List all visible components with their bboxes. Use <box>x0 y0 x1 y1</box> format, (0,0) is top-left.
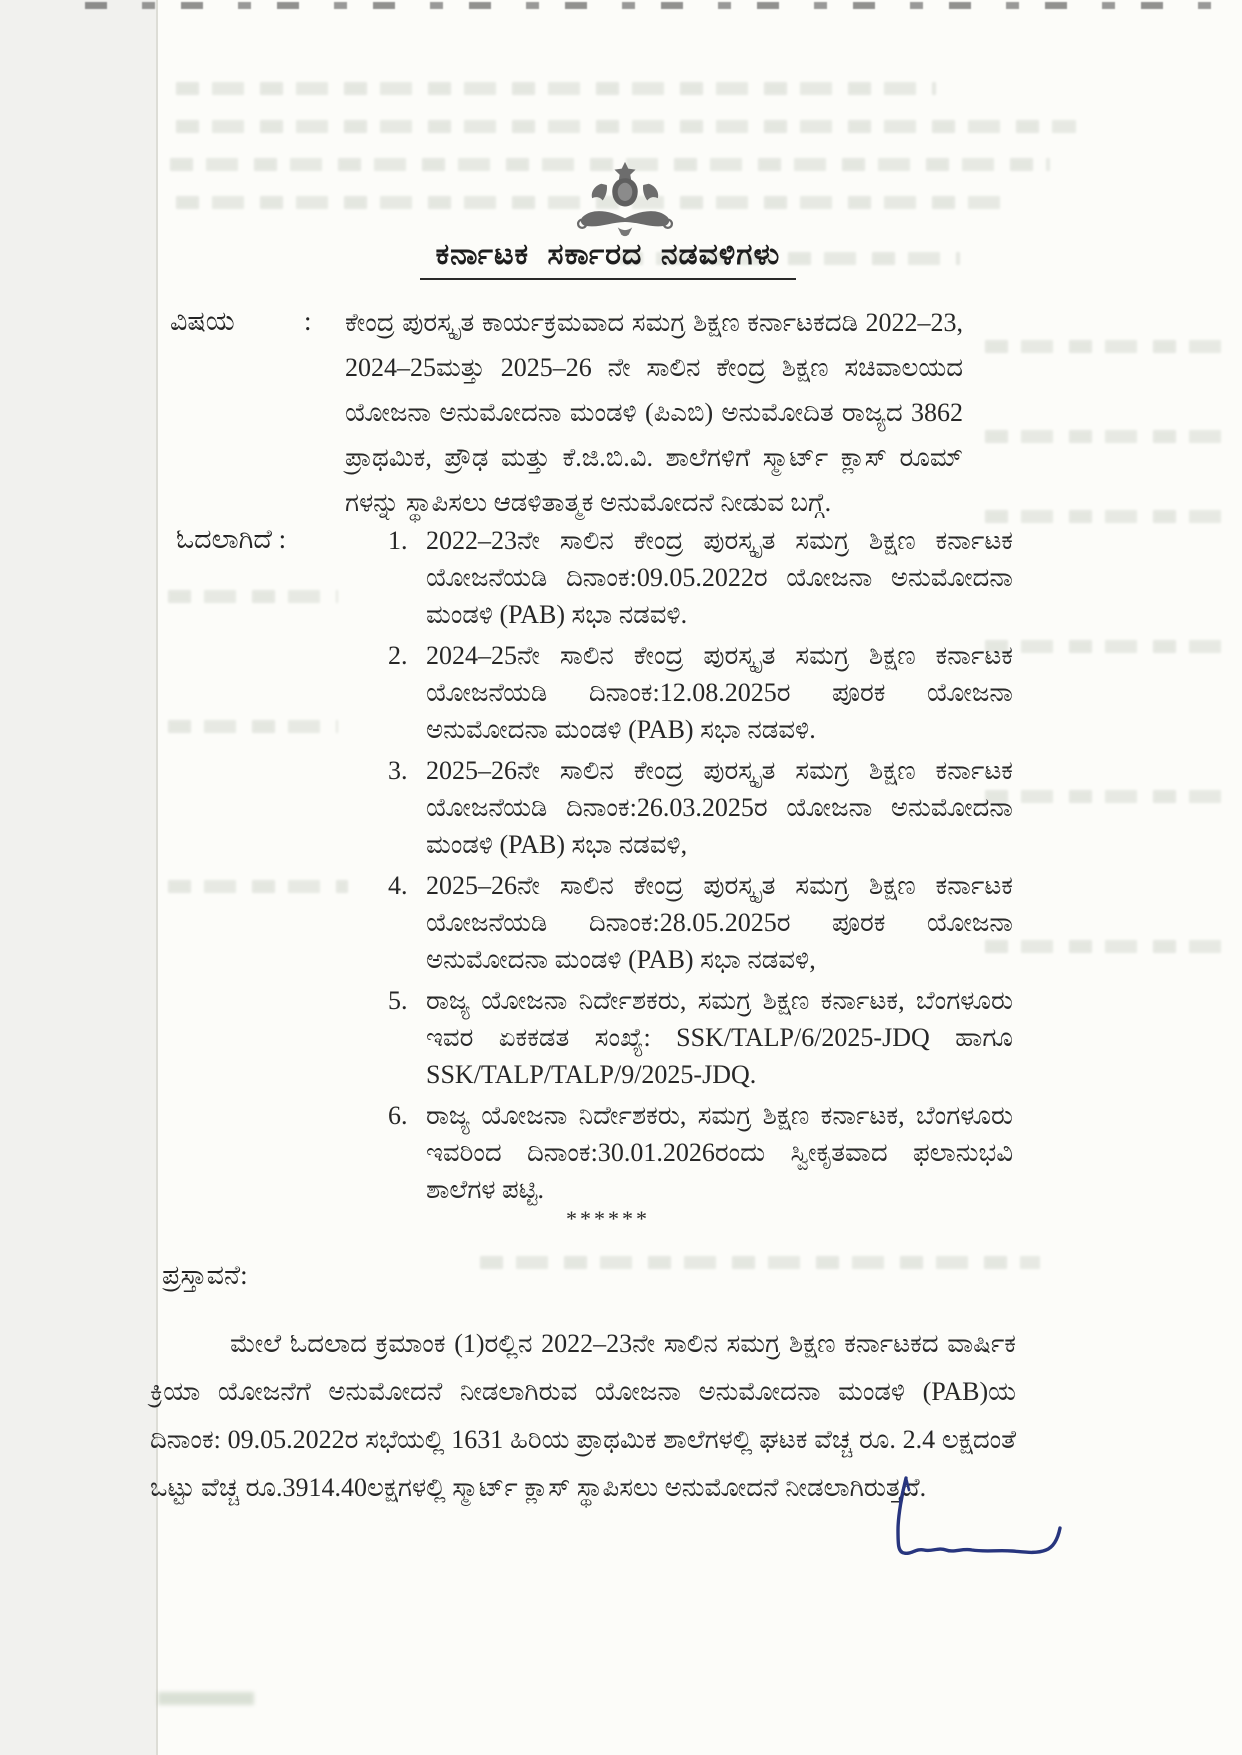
list-item-number: 3. <box>388 756 408 785</box>
subject-label: ವಿಷಯ <box>170 306 235 336</box>
bleed-through-artifact <box>168 720 338 733</box>
list-item <box>388 982 1013 1093</box>
bleed-through-artifact <box>985 340 1225 353</box>
bleed-through-artifact <box>176 120 1076 133</box>
bleed-through-artifact <box>985 940 1225 953</box>
bleed-through-artifact <box>985 640 1225 653</box>
list-item <box>388 867 1013 978</box>
document-header <box>0 238 1216 280</box>
list-item <box>388 1097 1013 1208</box>
bleed-through-artifact <box>168 590 338 603</box>
list-item-text: 2024–25ನೇ ಸಾಲಿನ ಕೇಂದ್ರ ಪುರಸ್ಕೃತ ಸಮಗ್ರ ಶಿಕ್ಷಣ ಕರ್ನಾಟಕ ಯೋಜನೆಯಡಿ ದಿನಾಂಕ:12.08.2025ರ ಪೂರಕ ಯೋಜನಾ ಅನುಮೋದನಾ ಮಂಡಳಿ (PAB) ಸಭಾ ನಡವಳಿ. <box>426 641 1013 744</box>
list-item-text: ರಾಜ್ಯ ಯೋಜನಾ ನಿರ್ದೇಶಕರು, ಸಮಗ್ರ ಶಿಕ್ಷಣ ಕರ್ನಾಟಕ, ಬೆಂಗಳೂರು ಇವರಿಂದ ದಿನಾಂಕ:30.01.2026ರಂದು ಸ್ವೀಕೃತವಾದ ಫಲಾನುಭವಿ ಶಾಲೆಗಳ ಪಟ್ಟಿ. <box>426 1101 1013 1204</box>
bleed-through-artifact <box>985 790 1225 803</box>
list-item-text: 2022–23ನೇ ಸಾಲಿನ ಕೇಂದ್ರ ಪುರಸ್ಕೃತ ಸಮಗ್ರ ಶಿಕ್ಷಣ ಕರ್ನಾಟಕ ಯೋಜನೆಯಡಿ ದಿನಾಂಕ:09.05.2022ರ ಯೋಜನಾ ಅನುಮೋದನಾ ಮಂಡಳಿ (PAB) ಸಭಾ ನಡವಳಿ. <box>426 526 1013 629</box>
bleed-through-artifact <box>985 510 1225 523</box>
bleed-through-artifact <box>480 1256 1040 1269</box>
preamble-heading: ಪ್ರಸ್ತಾವನೆ: <box>162 1260 248 1290</box>
list-item <box>388 752 1013 863</box>
read-reference-list <box>388 522 1013 1212</box>
list-item-number: 6. <box>388 1101 408 1130</box>
bleed-through-artifact <box>985 430 1225 443</box>
bleed-through-artifact <box>168 880 348 893</box>
list-item-text: ರಾಜ್ಯ ಯೋಜನಾ ನಿರ್ದೇಶಕರು, ಸಮಗ್ರ ಶಿಕ್ಷಣ ಕರ್ನಾಟಕ, ಬೆಂಗಳೂರು ಇವರ ಏಕಕಡತ ಸಂಖ್ಯೆ: SSK/TALP/6/2025-JDQ ಹಾಗೂ SSK/TALP/TALP/9/2025-JDQ. <box>426 986 1013 1089</box>
subject-text: ಕೇಂದ್ರ ಪುರಸ್ಕೃತ ಕಾರ್ಯಕ್ರಮವಾದ ಸಮಗ್ರ ಶಿಕ್ಷಣ ಕರ್ನಾಟಕದಡಿ 2022–23, 2024–25ಮತ್ತು 2025–26 ನೇ ಸಾಲಿನ ಕೇಂದ್ರ ಶಿಕ್ಷಣ ಸಚಿವಾಲಯದ ಯೋಜನಾ ಅನುಮೋದನಾ ಮಂಡಳಿ (ಪಿಎಬಿ) ಅನುಮೋದಿತ ರಾಜ್ಯದ 3862 ಪ್ರಾಥಮಿಕ, ಪ್ರೌಢ ಮತ್ತು ಕೆ.ಜಿ.ಬಿ.ವಿ. ಶಾಲೆಗಳಿಗೆ ಸ್ಮಾರ್ಟ್ ಕ್ಲಾಸ್ ರೂಮ್ ಗಳನ್ನು ಸ್ಥಾಪಿಸಲು ಆಡಳಿತಾತ್ಮಕ ಅನುಮೋದನೆ ನೀಡುವ ಬಗ್ಗೆ. <box>345 308 963 517</box>
list-item-text: 2025–26ನೇ ಸಾಲಿನ ಕೇಂದ್ರ ಪುರಸ್ಕೃತ ಸಮಗ್ರ ಶಿಕ್ಷಣ ಕರ್ನಾಟಕ ಯೋಜನೆಯಡಿ ದಿನಾಂಕ:28.05.2025ರ ಪೂರಕ ಯೋಜನಾ ಅನುಮೋದನಾ ಮಂಡಳಿ (PAB) ಸಭಾ ನಡವಳಿ, <box>426 871 1013 974</box>
list-item-number: 4. <box>388 871 408 900</box>
karnataka-emblem-icon <box>566 160 684 242</box>
scan-top-edge-artifact <box>85 2 1235 9</box>
read-label: ಓದಲಾಗಿದೆ : <box>176 524 287 554</box>
list-item-number: 2. <box>388 641 408 670</box>
list-item-number: 5. <box>388 986 408 1015</box>
list-item-number: 1. <box>388 526 408 555</box>
preamble-paragraph: ಮೇಲೆ ಓದಲಾದ ಕ್ರಮಾಂಕ (1)ರಲ್ಲಿನ 2022–23ನೇ ಸಾಲಿನ ಸಮಗ್ರ ಶಿಕ್ಷಣ ಕರ್ನಾಟಕದ ವಾರ್ಷಿಕ ಕ್ರಿಯಾ ಯೋಜನೆಗೆ ಅನುಮೋದನೆ ನೀಡಲಾಗಿರುವ ಯೋಜನಾ ಅನುಮೋದನಾ ಮಂಡಳಿ (PAB)ಯ ದಿನಾಂಕ: 09.05.2022ರ ಸಭೆಯಲ್ಲಿ 1631 ಹಿರಿಯ ಪ್ರಾಥಮಿಕ ಶಾಲೆಗಳಲ್ಲಿ ಘಟಕ ವೆಚ್ಚ ರೂ. 2.4 ಲಕ್ಷದಂತೆ ಒಟ್ಟು ವೆಚ್ಚ ರೂ.3914.40ಲಕ್ಷಗಳಲ್ಲಿ ಸ್ಮಾರ್ಟ್ ಕ್ಲಾಸ್ ಸ್ಥಾಪಿಸಲು ಅನುಮೋದನೆ ನೀಡಲಾಗಿರುತ್ತದೆ. <box>150 1329 1016 1502</box>
bleed-through-artifact <box>176 82 936 95</box>
list-item-text: 2025–26ನೇ ಸಾಲಿನ ಕೇಂದ್ರ ಪುರಸ್ಕೃತ ಸಮಗ್ರ ಶಿಕ್ಷಣ ಕರ್ನಾಟಕ ಯೋಜನೆಯಡಿ ದಿನಾಂಕ:26.03.2025ರ ಯೋಜನಾ ಅನುಮೋದನಾ ಮಂಡಳಿ (PAB) ಸಭಾ ನಡವಳಿ, <box>426 756 1013 859</box>
signature-ink <box>876 1468 1076 1568</box>
list-item <box>388 522 1013 633</box>
subject-colon: : <box>304 306 312 336</box>
list-item <box>388 637 1013 748</box>
bottom-left-stamp-smudge <box>158 1692 254 1705</box>
page-title: ಕರ್ನಾಟಕ ಸರ್ಕಾರದ ನಡವಳಿಗಳು <box>420 238 797 280</box>
section-separator: ****** <box>566 1206 650 1231</box>
